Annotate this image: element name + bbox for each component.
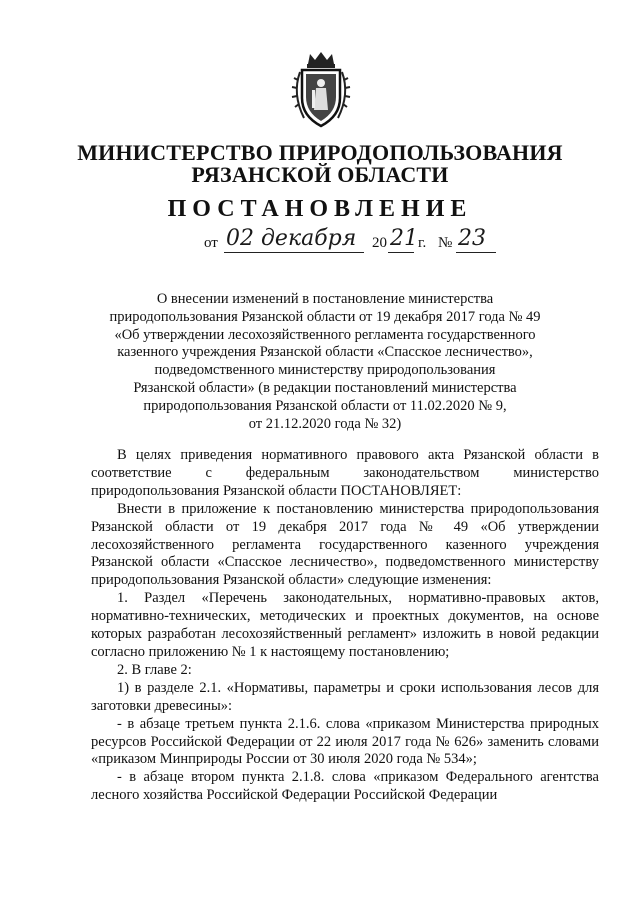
title-line: подведомственного министерству природопользования [154, 362, 496, 379]
date-from-label: от [204, 235, 218, 251]
ministry-name-line2: РЯЗАНСКОЙ ОБЛАСТИ [191, 162, 449, 187]
ministry-name-line1: МИНИСТЕРСТВО ПРИРОДОПОЛЬЗОВАНИЯ [77, 140, 563, 165]
body-paragraph-item-1: 1. Раздел «Перечень законодательных, нормативно-правовых актов, нормативно-технических, методических и проектных документов, на основе которых разработан лесохозяйственный регламент» изложить в новой редакции согласно приложению № 1 к настоящему постановлению; [91, 590, 599, 660]
document-type-heading: ПОСТАНОВЛЕНИЕ [167, 196, 473, 222]
date-number-line [198, 226, 518, 256]
number-sign: № [438, 235, 453, 251]
body-paragraph-dash-1: - в абзаце третьем пункта 2.1.6. слова «приказом Министерства природных ресурсов Российской Федерации от 22 июля 2017 года № 626» заменить словами «приказом Минприроды России от 30 июля 2020 года № 534»; [91, 715, 599, 768]
title-line: природопользования Рязанской области от 19 декабря 2017 года № 49 [109, 308, 541, 325]
body-paragraph-dash-2: - в абзаце втором пункта 2.1.8. слова «приказом Федерального агентства лесного хозяйства Российской Федерации Российской Федерации [91, 769, 599, 804]
title-line: от 21.12.2020 года № 32) [248, 415, 402, 432]
body-paragraph-preamble: В целях приведения нормативного правового акта Рязанской области в соответствие с федеральным законодательством министерство природопользования Рязанской области ПОСТАНОВЛЯЕТ: [91, 447, 599, 499]
title-line: природопользования Рязанской области от 11.02.2020 № 9, [143, 397, 507, 414]
title-line: казенного учреждения Рязанской области «Спасское лесничество», [117, 344, 533, 361]
year-word: г. [418, 235, 427, 251]
document-title [100, 291, 550, 433]
coat-of-arms-emblem [290, 50, 352, 130]
body-paragraph-subitem-1: 1) в разделе 2.1. «Нормативы, параметры и сроки использования лесов для заготовки древесины»: [91, 679, 599, 714]
title-line: Рязанской области» (в редакции постановлений министерства [133, 379, 517, 396]
title-line: О внесении изменений в постановление министерства [156, 291, 494, 307]
handwritten-date: 02 декабря [226, 226, 357, 251]
document-body [91, 447, 599, 805]
title-line: «Об утверждении лесохозяйственного регламента государственного [114, 326, 536, 343]
year-prefix: 20 [372, 235, 387, 251]
body-paragraph-amend: Внести в приложение к постановлению министерства природопользования Рязанской области от 19 декабря 2017 года № 49 «Об утверждении лесохозяйственного регламента государственного казенного учреждения Рязанской области «Спасское лесничество», подведомственного министерству природопользования Рязанской области» следующие изменения: [91, 500, 599, 589]
handwritten-number: 23 [458, 226, 486, 251]
body-paragraph-item-2: 2. В главе 2: [117, 661, 192, 678]
handwritten-year: 21 [390, 226, 418, 251]
